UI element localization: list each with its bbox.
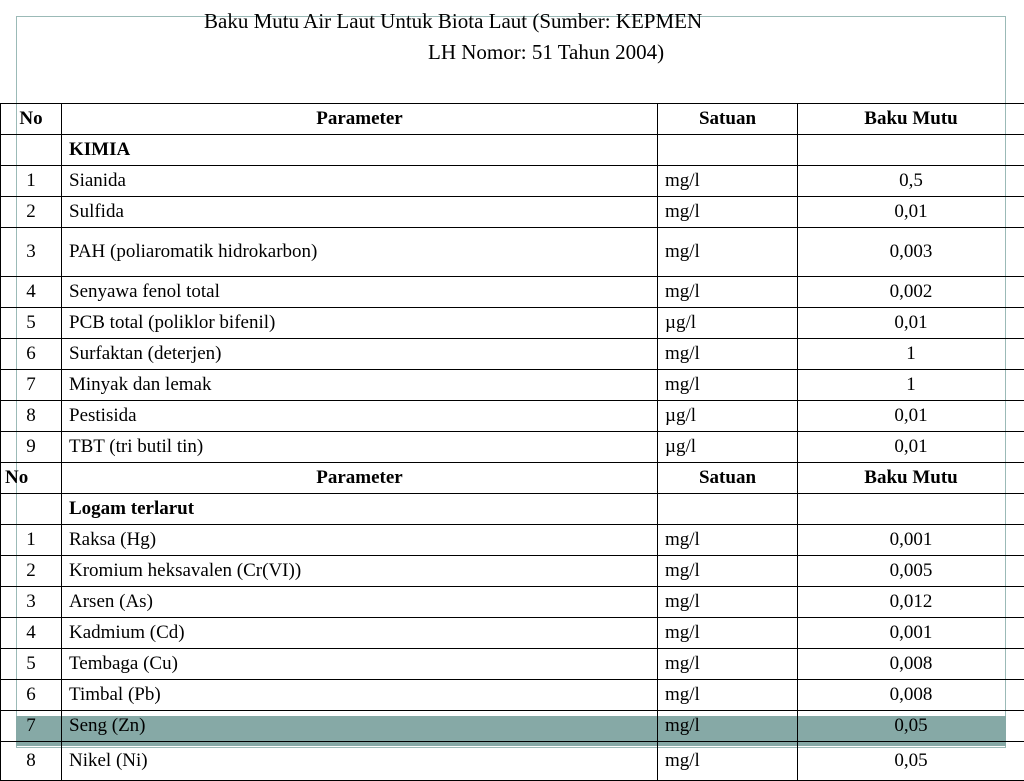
row-baku-mutu: 0,05 [798,711,1024,742]
header-satuan: Satuan [658,463,798,494]
table-row [1,556,1024,587]
row-baku-mutu: 1 [798,339,1024,370]
row-parameter: Sianida [62,166,658,197]
table-row [1,618,1024,649]
row-parameter: Raksa (Hg) [62,525,658,556]
table-row [1,370,1024,401]
row-no: 5 [1,308,62,339]
row-satuan: mg/l [658,618,798,649]
row-baku-mutu: 0,001 [798,525,1024,556]
row-baku-mutu: 0,01 [798,197,1024,228]
row-no: 8 [1,401,62,432]
table-row [1,401,1024,432]
header-baku-mutu: Baku Mutu [798,104,1024,135]
row-satuan: mg/l [658,277,798,308]
section-value-cell [798,494,1024,525]
row-parameter: PCB total (poliklor bifenil) [62,308,658,339]
table-row [1,649,1024,680]
header-parameter: Parameter [62,463,658,494]
row-parameter: Senyawa fenol total [62,277,658,308]
row-baku-mutu: 1 [798,370,1024,401]
row-satuan: µg/l [658,401,798,432]
table-row [1,587,1024,618]
row-baku-mutu: 0,003 [798,228,1024,277]
row-no: 1 [1,166,62,197]
row-parameter: Timbal (Pb) [62,680,658,711]
row-no: 9 [1,432,62,463]
section-unit-cell [658,494,798,525]
row-baku-mutu: 0,01 [798,401,1024,432]
row-baku-mutu: 0,008 [798,680,1024,711]
row-parameter: Kadmium (Cd) [62,618,658,649]
row-parameter: Minyak dan lemak [62,370,658,401]
row-satuan: mg/l [658,649,798,680]
table-row [1,277,1024,308]
row-baku-mutu: 0,5 [798,166,1024,197]
header-no: No [1,463,62,494]
row-parameter: PAH (poliaromatik hidrokarbon) [62,228,658,277]
row-parameter: Tembaga (Cu) [62,649,658,680]
row-baku-mutu: 0,05 [798,742,1024,781]
row-satuan: µg/l [658,308,798,339]
row-baku-mutu: 0,005 [798,556,1024,587]
title-line-2: LH Nomor: 51 Tahun 2004) [428,37,664,67]
table-row [1,197,1024,228]
row-satuan: mg/l [658,197,798,228]
row-satuan: mg/l [658,680,798,711]
row-satuan: µg/l [658,432,798,463]
header-satuan: Satuan [658,104,798,135]
section-title: KIMIA [62,135,658,166]
row-no: 7 [1,370,62,401]
row-no: 3 [1,228,62,277]
table-row [1,166,1024,197]
table-row [1,711,1024,742]
row-no: 1 [1,525,62,556]
row-no: 6 [1,339,62,370]
section-row-logam-terlarut [1,494,1024,525]
row-baku-mutu: 0,012 [798,587,1024,618]
section-no-cell [1,135,62,166]
row-no: 3 [1,587,62,618]
table-row [1,228,1024,277]
row-satuan: mg/l [658,339,798,370]
row-satuan: mg/l [658,525,798,556]
row-no: 5 [1,649,62,680]
row-baku-mutu: 0,002 [798,277,1024,308]
row-satuan: mg/l [658,228,798,277]
row-parameter: Surfaktan (deterjen) [62,339,658,370]
row-parameter: Kromium heksavalen (Cr(VI)) [62,556,658,587]
row-baku-mutu: 0,008 [798,649,1024,680]
row-satuan: mg/l [658,587,798,618]
row-no: 4 [1,618,62,649]
header-baku-mutu: Baku Mutu [798,463,1024,494]
row-baku-mutu: 0,001 [798,618,1024,649]
table-row [1,339,1024,370]
row-satuan: mg/l [658,556,798,587]
row-no: 7 [1,711,62,742]
section-no-cell [1,494,62,525]
row-parameter: Arsen (As) [62,587,658,618]
section-unit-cell [658,135,798,166]
header-parameter: Parameter [62,104,658,135]
table-row [1,432,1024,463]
table-header-row [1,104,1024,135]
table-header-row [1,463,1024,494]
water-quality-table [0,103,1024,781]
row-parameter: Pestisida [62,401,658,432]
row-satuan: mg/l [658,742,798,781]
section-value-cell [798,135,1024,166]
row-baku-mutu: 0,01 [798,432,1024,463]
table-row [1,308,1024,339]
header-no: No [1,104,62,135]
title-line-1: Baku Mutu Air Laut Untuk Biota Laut (Sumber: KEPMEN [204,6,702,36]
row-no: 2 [1,197,62,228]
row-parameter: Sulfida [62,197,658,228]
row-no: 4 [1,277,62,308]
row-satuan: mg/l [658,711,798,742]
row-parameter: Seng (Zn) [62,711,658,742]
row-baku-mutu: 0,01 [798,308,1024,339]
table-row [1,680,1024,711]
table-row [1,742,1024,781]
row-satuan: mg/l [658,370,798,401]
row-no: 6 [1,680,62,711]
table-row [1,525,1024,556]
section-title: Logam terlarut [62,494,658,525]
row-parameter: Nikel (Ni) [62,742,658,781]
row-parameter: TBT (tri butil tin) [62,432,658,463]
row-no: 2 [1,556,62,587]
row-no: 8 [1,742,62,781]
row-satuan: mg/l [658,166,798,197]
section-row-kimia [1,135,1024,166]
